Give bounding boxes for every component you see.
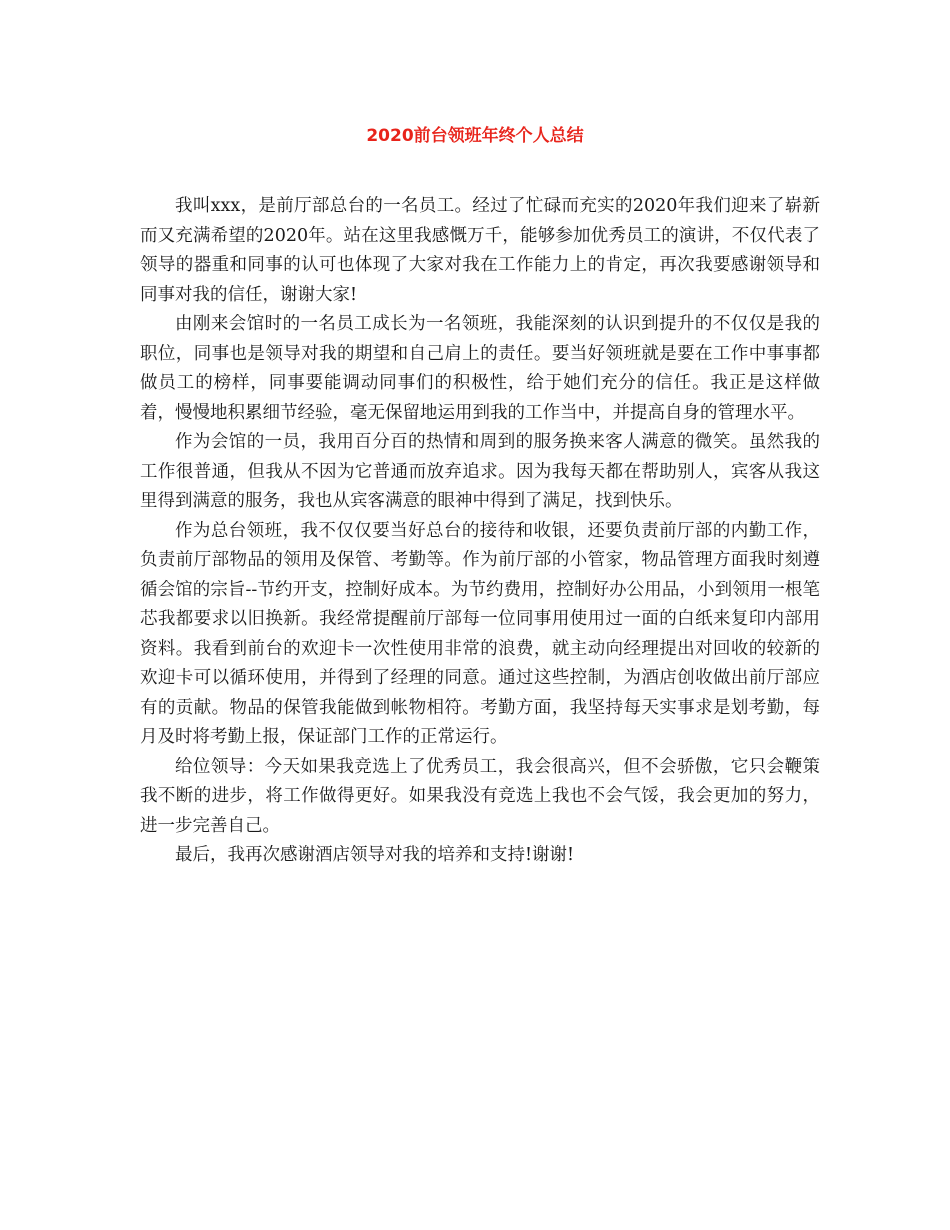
paragraph-growth: 由刚来会馆时的一名员工成长为一名领班，我能深刻的认识到提升的不仅仅是我的职位，同事也是领导对我的期望和自己肩上的责任。要当好领班就是要在工作中事事都做员工的榜样，同事要能调动同事们的积极性，给于她们充分的信任。我正是这样做着，慢慢地积累细节经验，毫无保留地运用到我的工作当中，并提高自身的管理水平。 (140, 314, 820, 423)
paragraph-commitment: 给位领导：今天如果我竞选上了优秀员工，我会很高兴，但不会骄傲，它只会鞭策我不断的进步，将工作做得更好。如果我没有竞选上我也不会气馁，我会更加的努力，进一步完善自己。 (140, 756, 820, 836)
paragraph-service: 作为会馆的一员，我用百分百的热情和周到的服务换来客人满意的微笑。虽然我的工作很普通，但我从不因为它普通而放弃追求。因为我每天都在帮助别人，宾客从我这里得到满意的服务，我也从宾客满意的眼神中得到了满足，找到快乐。 (140, 432, 820, 511)
document-title: 2020前台领班年终个人总结 (366, 126, 584, 146)
paragraph-intro: 我叫xxx，是前厅部总台的一名员工。经过了忙碌而充实的2020年我们迎来了崭新而又充满希望的2020年。站在这里我感慨万千，能够参加优秀员工的演讲，不仅代表了领导的器重和同事的认可也体现了大家对我在工作能力上的肯定，再次我要感谢领导和同事对我的信任，谢谢大家! (140, 196, 820, 305)
paragraph-duties: 作为总台领班，我不仅仅要当好总台的接待和收银，还要负责前厅部的内勤工作，负责前厅部物品的领用及保管、考勤等。作为前厅部的小管家，物品管理方面我时刻遵循会馆的宗旨--节约开支，控制好成本。为节约费用，控制好办公用品，小到领用一根笔芯我都要求以旧换新。我经常提醒前厅部每一位同事用使用过一面的白纸来复印内部用资料。我看到前台的欢迎卡一次性使用非常的浪费，就主动向经理提出对回收的较新的欢迎卡可以循环使用，并得到了经理的同意。通过这些控制，为酒店创收做出前厅部应有的贡献。物品的保管我能做到帐物相符。考勤方面，我坚持每天实事求是划考勤，每月及时将考勤上报，保证部门工作的正常运行。 (140, 520, 820, 747)
paragraph-closing: 最后，我再次感谢酒店领导对我的培养和支持!谢谢! (175, 845, 575, 865)
document-body (140, 192, 820, 871)
